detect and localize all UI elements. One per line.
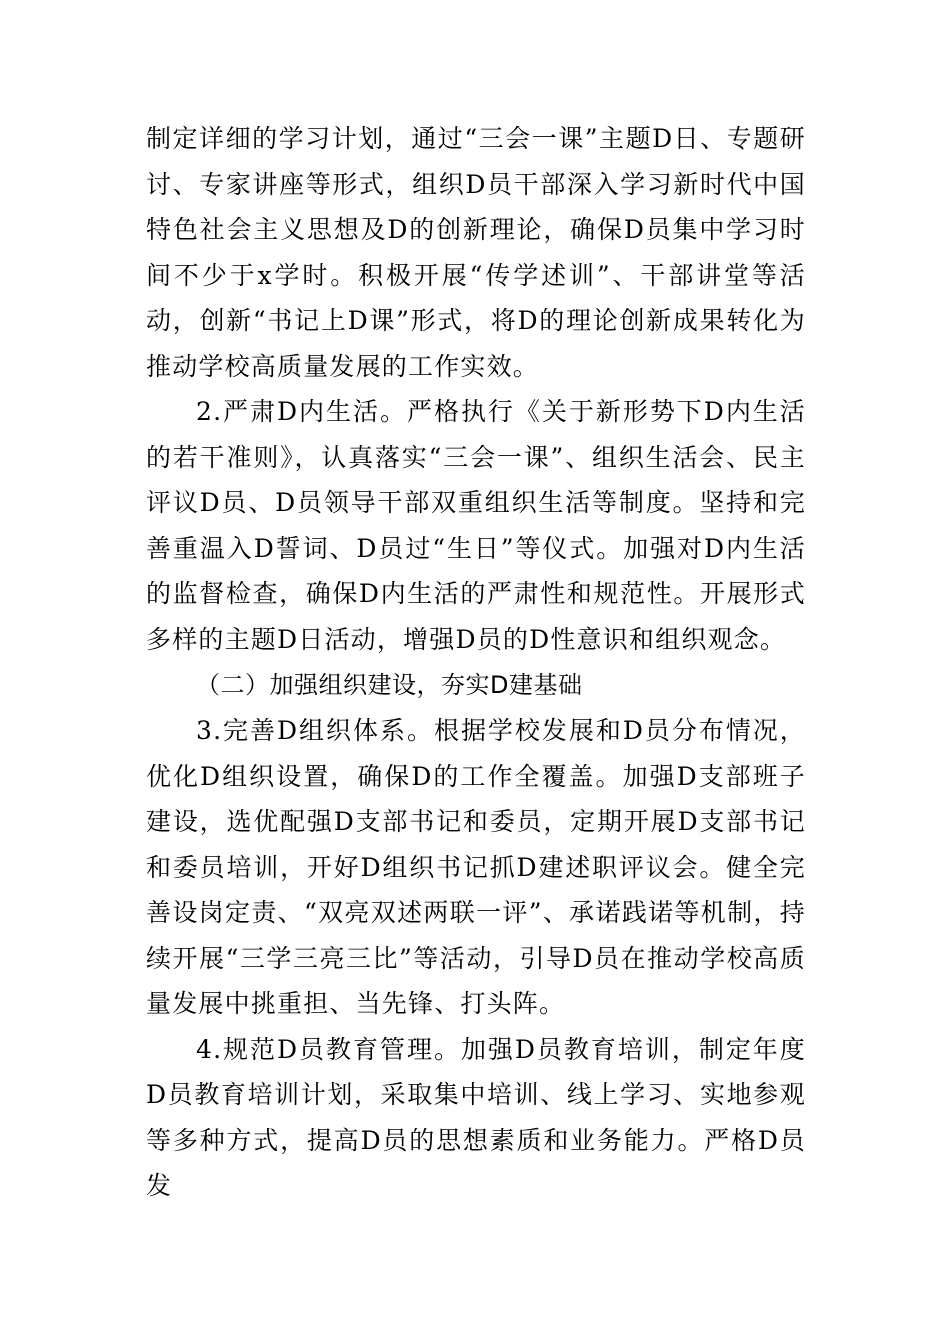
paragraph-party-life: 2.严肃D内生活。严格执行《关于新形势下D内生活的若干准则》，认真落实“三会一课”、组织生活会、民主评议D员、D员领导干部双重组织生活等制度。坚持和完善重温入D誓词、D员过“生日”等仪式。加强对D内生活的监督检查，确保D内生活的严肃性和规范性。开展形式多样的主题D日活动，增强D员的D性意识和组织观念。 [146, 397, 806, 654]
document-body [146, 116, 806, 1209]
section-heading-organization: （二）加强组织建设，夯实D建基础 [196, 671, 583, 699]
paragraph-member-education: 4.规范D员教育管理。加强D员教育培训，制定年度D员教育培训计划，采取集中培训、线上学习、实地参观等多种方式，提高D员的思想素质和业务能力。严格D员发 [146, 1034, 806, 1200]
paragraph-organization-system: 3.完善D组织体系。根据学校发展和D员分布情况，优化D组织设置，确保D的工作全覆盖。加强D支部班子建设，选优配强D支部书记和委员，定期开展D支部书记和委员培训，开好D组织书记抓D建述职评议会。健全完善设岗定责、“双亮双述两联一评”、承诺践诺等机制，持续开展“三学三亮三比”等活动，引导D员在推动学校高质量发展中挑重担、当先锋、打头阵。 [146, 716, 806, 1018]
paragraph-study-plan: 制定详细的学习计划，通过“三会一课”主题D日、专题研讨、专家讲座等形式，组织D员干部深入学习新时代中国特色社会主义思想及D的创新理论，确保D员集中学习时间不少于x学时。积极开展“传学述训”、干部讲堂等活动，创新“书记上D课”形式，将D的理论创新成果转化为推动学校高质量发展的工作实效。 [146, 124, 806, 381]
